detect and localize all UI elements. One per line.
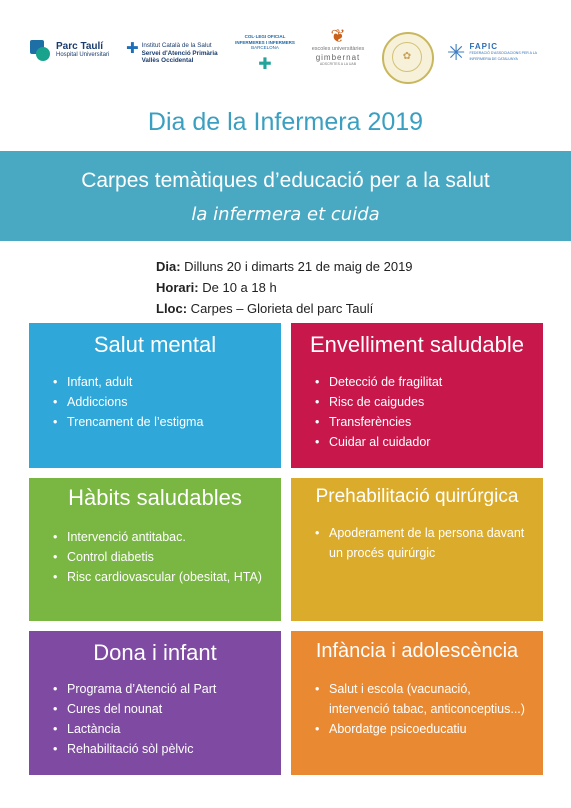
fapic-logo: [447, 42, 549, 64]
list-item: • Trencament de l’estigma: [29, 412, 281, 432]
list-item: • Intervenció antitabac.: [29, 527, 281, 547]
card-prehabilitacio-quirurgica: [291, 478, 543, 621]
list-item: • Lactància: [29, 719, 281, 739]
fapic-name: FAPIC: [469, 42, 498, 51]
list-item: • Programa d’Atenció al Part: [29, 679, 281, 699]
ics-line1: Institut Català de la Salut: [141, 42, 212, 49]
list-item: • Risc de caigudes: [291, 392, 543, 412]
list-item: • Transferències: [291, 412, 543, 432]
fapic-star-icon: ✳: [447, 40, 466, 65]
ics-logo: [126, 42, 218, 65]
banner-heading: Carpes temàtiques d’educació per a la salut: [81, 169, 490, 192]
card-infancia-i-adolescencia: [291, 631, 543, 775]
col-legi-line2: INFERMERES I INFERMERS: [235, 39, 295, 45]
list-item: • Risc cardiovascular (obesitat, HTA): [29, 567, 281, 587]
card-title: Dona i infant: [93, 640, 217, 665]
info-dia: [156, 256, 413, 277]
ics-line2: Servei d'Atenció Primària: [141, 49, 218, 57]
card-habits-saludables: [29, 478, 281, 621]
card-list: [29, 527, 281, 587]
col-legi-logo: [234, 34, 296, 73]
lloc-label: Lloc:: [156, 301, 188, 316]
horari-label: Horari:: [156, 280, 199, 295]
logo-strip: [0, 18, 571, 98]
dia-label: Dia:: [156, 259, 181, 274]
card-salut-mental: [29, 323, 281, 468]
parc-tauli-logo: [30, 40, 109, 62]
gimbernat-line2: gimbernat: [315, 53, 361, 62]
gimbernat-line1: escoles universitàries: [311, 46, 365, 52]
col-legi-line3: BARCELONA: [251, 45, 279, 50]
card-dona-i-infant: [29, 631, 281, 775]
card-title: Infància i adolescència: [315, 640, 519, 662]
list-item: • Salut i escola (vacunació, intervenció tabac, anticonceptius...): [291, 679, 543, 719]
card-list: [291, 679, 543, 739]
seal-icon: ✿: [392, 42, 422, 72]
card-list: [29, 372, 281, 432]
lloc-value: Carpes – Glorieta del parc Taulí: [187, 301, 374, 316]
card-list: [291, 523, 543, 563]
list-item: • Abordatge psicoeducatiu: [291, 719, 543, 739]
ics-line3: Vallès Occidental: [141, 57, 194, 64]
list-item: • Cures del nounat: [29, 699, 281, 719]
parc-tauli-sub: Hospital Universitari: [56, 52, 110, 58]
list-item: • Detecció de fragilitat: [291, 372, 543, 392]
card-list: [291, 372, 543, 452]
parc-tauli-name: Parc Taulí: [56, 41, 104, 52]
fapic-sub: FEDERACIÓ D'ASSOCIACIONS PER A LA INFERMERIA DE CATALUNYA: [469, 51, 537, 61]
banner-tagline: la infermera et cuida: [191, 204, 380, 225]
list-item: • Control diabetis: [29, 547, 281, 567]
page-title: Dia de la Infermera 2019: [147, 108, 424, 136]
card-title: Envelliment saludable: [309, 332, 525, 357]
list-item: • Apoderament de la persona davant un procés quirúrgic: [291, 523, 543, 563]
list-item: • Rehabilitació sòl pèlvic: [29, 739, 281, 759]
info-lloc: [156, 298, 413, 319]
list-item: • Cuidar al cuidador: [291, 432, 543, 452]
dia-value: Dilluns 20 i dimarts 21 de maig de 2019: [180, 259, 413, 274]
card-title: Hàbits saludables: [68, 485, 242, 510]
parc-tauli-mark-icon: [30, 40, 52, 62]
seal-logo: [382, 32, 434, 84]
info-horari: [156, 277, 413, 298]
card-list: [29, 679, 281, 759]
horari-value: De 10 a 18 h: [198, 280, 277, 295]
event-info: [156, 256, 413, 319]
ics-cross-icon: ✚: [126, 40, 139, 57]
card-title: Salut mental: [93, 332, 217, 357]
gimbernat-logo: [303, 26, 373, 66]
card-title: Prehabilitació quirúrgica: [315, 486, 519, 507]
col-legi-line1: COL·LEGI OFICIAL: [244, 34, 286, 39]
list-item: • Infant, adult: [29, 372, 281, 392]
card-envelliment-saludable: [291, 323, 543, 468]
col-legi-cross-icon: ✚: [258, 55, 272, 73]
list-item: • Addiccions: [29, 392, 281, 412]
gimbernat-line3: ADSCRITES A LA UAB: [319, 62, 357, 66]
banner: [0, 151, 571, 241]
gimbernat-swirl-icon: ❦: [330, 26, 346, 46]
